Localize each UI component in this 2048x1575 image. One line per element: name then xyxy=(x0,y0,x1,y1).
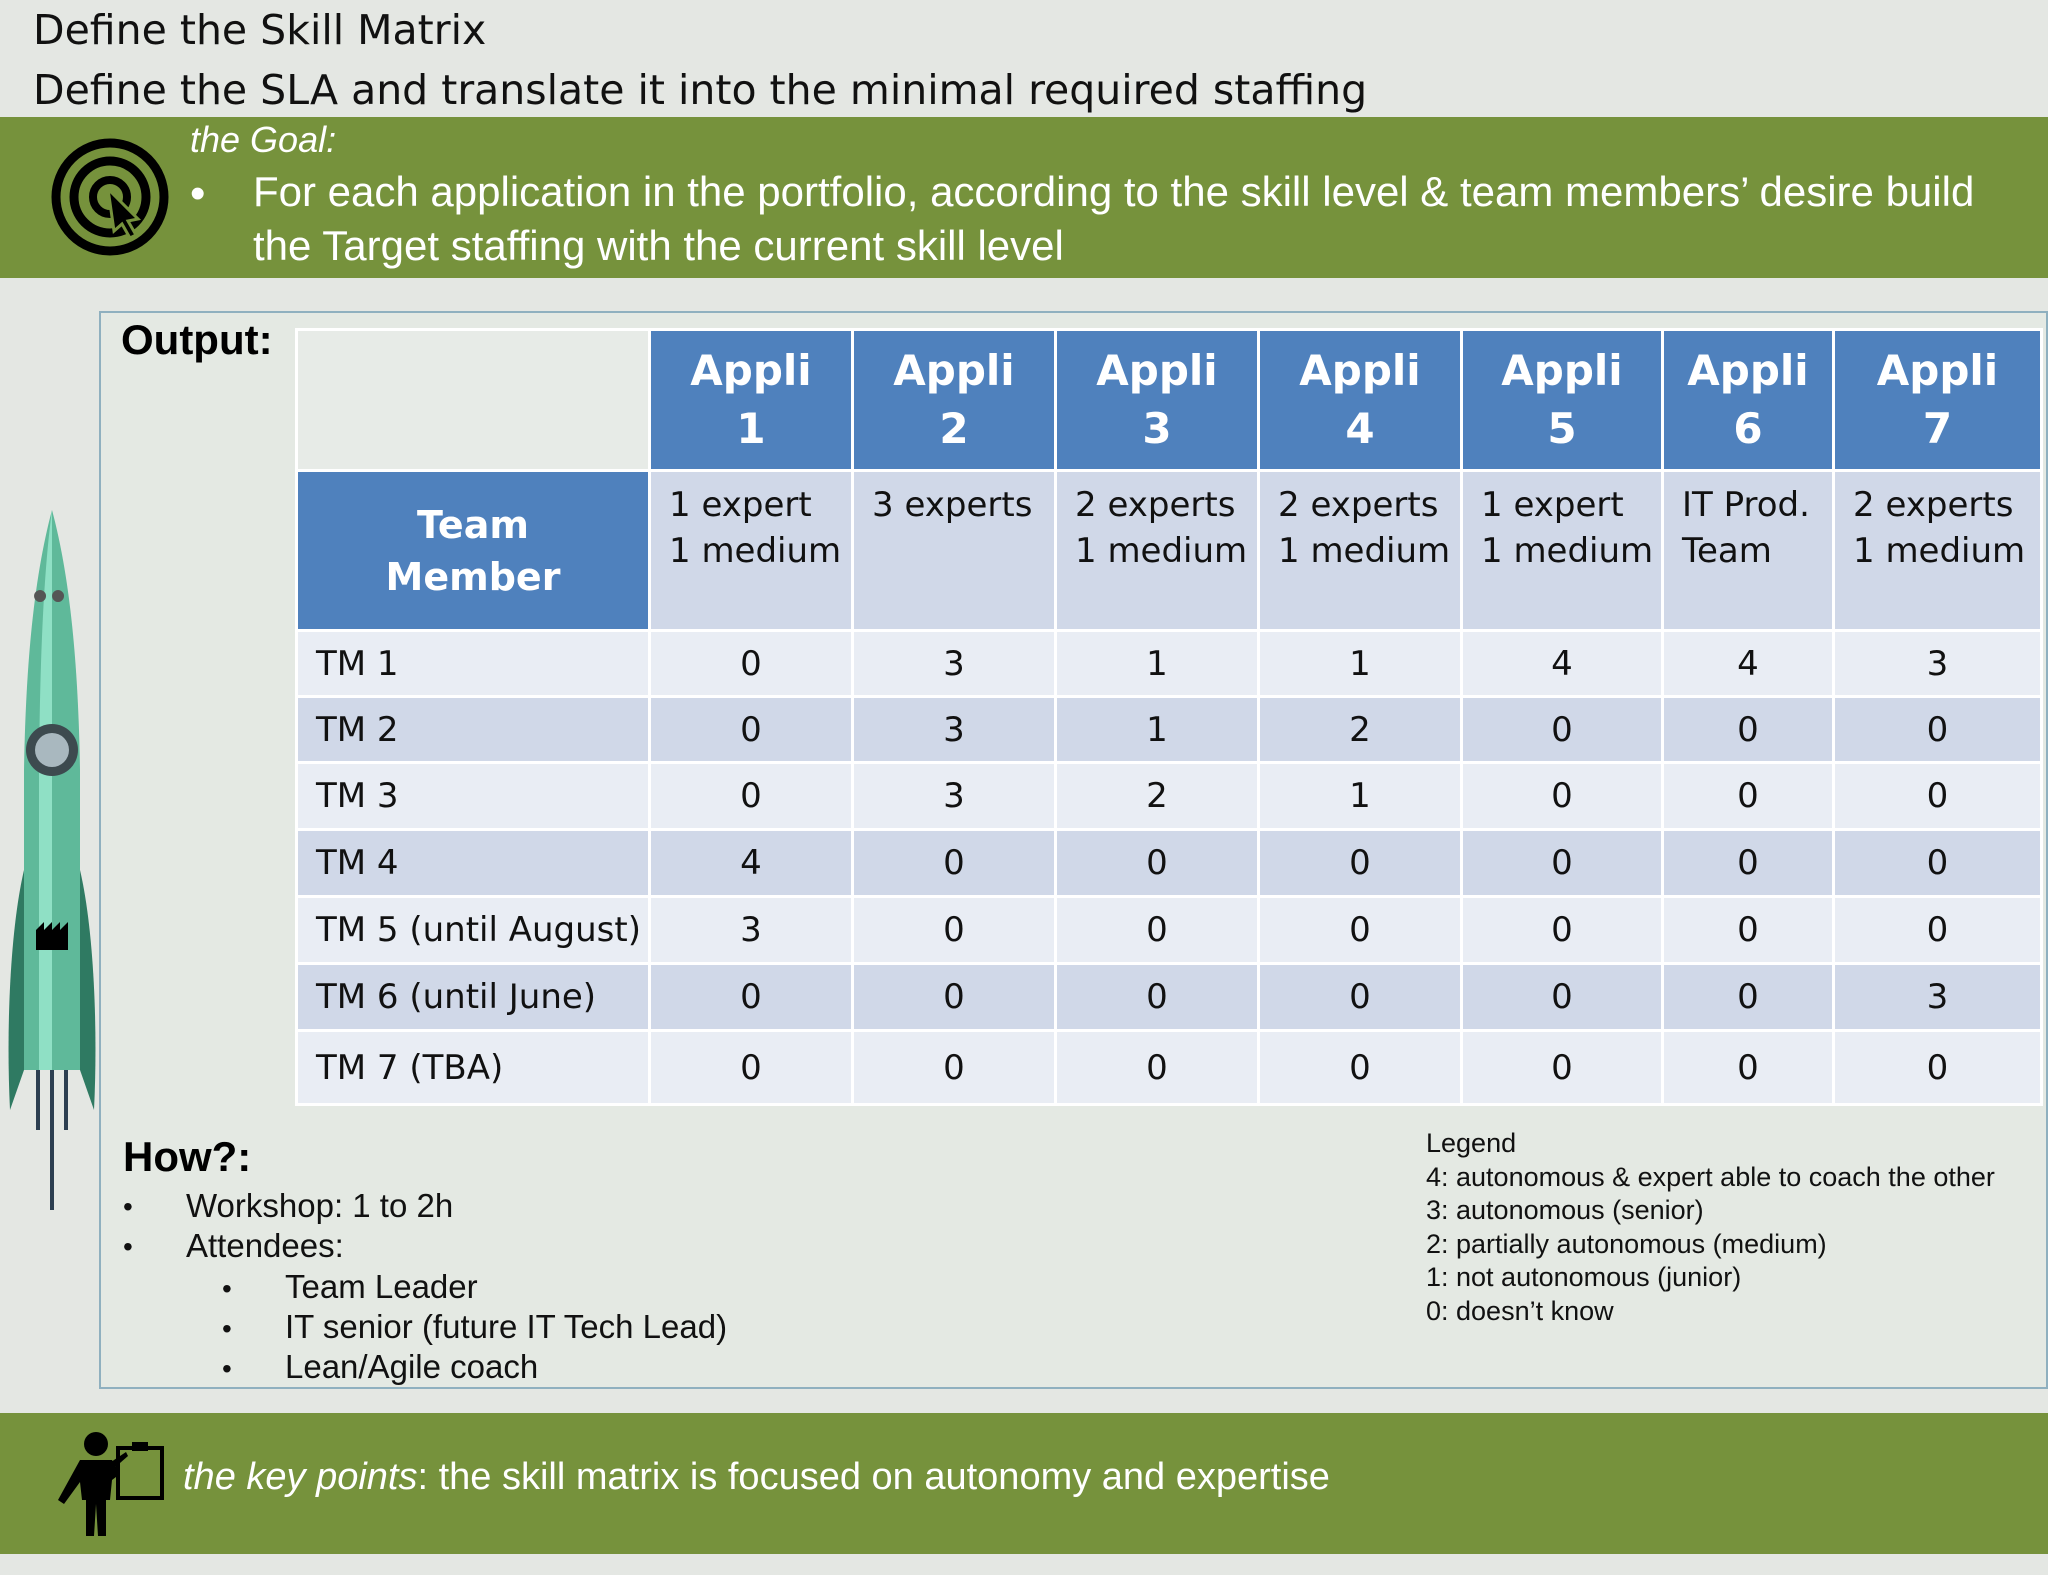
skill-value-cell: 3 xyxy=(853,631,1056,697)
requirement-cell: 1 expert 1 medium xyxy=(650,471,853,631)
legend-title: Legend xyxy=(1426,1128,1517,1158)
skill-value-cell: 0 xyxy=(1663,830,1834,897)
skill-value-cell: 0 xyxy=(650,631,853,697)
requirement-cell: 3 experts xyxy=(853,471,1056,631)
team-member-name: TM 4 xyxy=(297,830,650,897)
skill-value-cell: 3 xyxy=(853,697,1056,763)
table-row xyxy=(297,964,2042,1031)
how-bullet: • xyxy=(123,1231,133,1262)
legend xyxy=(1426,1127,1995,1328)
skill-value-cell: 0 xyxy=(1834,897,2042,964)
skill-value-cell: 0 xyxy=(1056,1031,1259,1105)
skill-value-cell: 0 xyxy=(1462,763,1663,830)
skill-value-cell: 0 xyxy=(1056,964,1259,1031)
skill-value-cell: 0 xyxy=(1259,897,1462,964)
slide-title: Define the Skill Matrix xyxy=(33,6,487,54)
skill-value-cell: 0 xyxy=(650,697,853,763)
goal-label: the Goal: xyxy=(190,119,337,160)
skill-value-cell: 0 xyxy=(853,964,1056,1031)
requirement-cell: IT Prod. Team xyxy=(1663,471,1834,631)
skill-value-cell: 1 xyxy=(1259,763,1462,830)
requirement-row xyxy=(297,471,2042,631)
team-member-name: TM 1 xyxy=(297,631,650,697)
skill-value-cell: 4 xyxy=(1663,631,1834,697)
skill-value-cell: 0 xyxy=(853,830,1056,897)
how-sub-item: Lean/Agile coach xyxy=(285,1348,539,1385)
table-row xyxy=(297,631,2042,697)
app-header-cell: Appli 4 xyxy=(1259,330,1462,471)
skill-value-cell: 0 xyxy=(1663,964,1834,1031)
skill-value-cell: 0 xyxy=(1462,830,1663,897)
how-sub-item: Team Leader xyxy=(285,1268,478,1305)
team-member-name: TM 7 (TBA) xyxy=(297,1031,650,1105)
skill-value-cell: 0 xyxy=(1259,1031,1462,1105)
matrix-body xyxy=(297,631,2042,1105)
target-cursor-icon xyxy=(50,137,170,257)
team-member-name: TM 6 (until June) xyxy=(297,964,650,1031)
skill-value-cell: 0 xyxy=(1259,964,1462,1031)
legend-entry: 4: autonomous & expert able to coach the other xyxy=(1426,1161,1995,1192)
skill-matrix-table xyxy=(295,328,2043,1106)
requirement-cell: 2 experts 1 medium xyxy=(1056,471,1259,631)
table-row xyxy=(297,697,2042,763)
skill-value-cell: 1 xyxy=(1056,631,1259,697)
skill-value-cell: 0 xyxy=(650,1031,853,1105)
legend-entry: 2: partially autonomous (medium) xyxy=(1426,1228,1827,1259)
table-row xyxy=(297,897,2042,964)
app-header-cell: Appli 2 xyxy=(853,330,1056,471)
skill-value-cell: 3 xyxy=(1834,631,2042,697)
goal-band xyxy=(0,117,2048,278)
key-points-colon: : xyxy=(417,1456,429,1498)
legend-entry: 0: doesn’t know xyxy=(1426,1295,1614,1326)
table-row xyxy=(297,1031,2042,1105)
team-member-header: Team Member xyxy=(297,471,650,631)
skill-value-cell: 3 xyxy=(1834,964,2042,1031)
skill-value-cell: 0 xyxy=(1056,897,1259,964)
application-header-row xyxy=(297,330,2042,471)
presenter-icon xyxy=(56,1430,168,1538)
goal-bullet: • xyxy=(190,169,206,218)
skill-value-cell: 2 xyxy=(1259,697,1462,763)
key-points-label: the key points xyxy=(183,1456,418,1498)
skill-value-cell: 0 xyxy=(1462,897,1663,964)
skill-value-cell: 0 xyxy=(1462,697,1663,763)
skill-value-cell: 0 xyxy=(1056,830,1259,897)
skill-value-cell: 0 xyxy=(1259,830,1462,897)
output-label: Output: xyxy=(121,316,273,363)
legend-entry: 1: not autonomous (junior) xyxy=(1426,1262,1742,1292)
team-member-name: TM 5 (until August) xyxy=(297,897,650,964)
how-item: Attendees: xyxy=(186,1227,344,1264)
how-item: Workshop: 1 to 2h xyxy=(186,1187,454,1224)
app-header-cell: Appli 3 xyxy=(1056,330,1259,471)
app-header-cell: Appli 6 xyxy=(1663,330,1834,471)
skill-value-cell: 0 xyxy=(853,1031,1056,1105)
skill-value-cell: 0 xyxy=(1462,964,1663,1031)
slide-subtitle: Define the SLA and translate it into the minimal required staffing xyxy=(33,66,1368,114)
skill-value-cell: 3 xyxy=(853,763,1056,830)
key-points-text xyxy=(183,1456,1330,1499)
table-row xyxy=(297,830,2042,897)
skill-value-cell: 0 xyxy=(650,763,853,830)
app-header-cell: Appli 7 xyxy=(1834,330,2042,471)
skill-value-cell: 0 xyxy=(1834,1031,2042,1105)
skill-value-cell: 0 xyxy=(853,897,1056,964)
skill-value-cell: 0 xyxy=(1834,830,2042,897)
skill-value-cell: 0 xyxy=(1834,697,2042,763)
skill-value-cell: 0 xyxy=(1663,1031,1834,1105)
skill-value-cell: 1 xyxy=(1259,631,1462,697)
how-sub-item: IT senior (future IT Tech Lead) xyxy=(285,1308,728,1345)
team-member-name: TM 2 xyxy=(297,697,650,763)
table-corner-cell xyxy=(297,330,650,471)
app-header-cell: Appli 1 xyxy=(650,330,853,471)
legend-entry: 3: autonomous (senior) xyxy=(1426,1195,1704,1225)
skill-value-cell: 2 xyxy=(1056,763,1259,830)
skill-value-cell: 3 xyxy=(650,897,853,964)
requirement-cell: 2 experts 1 medium xyxy=(1834,471,2042,631)
how-sub-bullet: • xyxy=(222,1273,232,1304)
rocket-icon xyxy=(6,510,98,1230)
goal-text: For each application in the portfolio, according to the skill level & team members’ desire build the Target staffing with the current skill level xyxy=(253,168,1975,269)
team-member-name: TM 3 xyxy=(297,763,650,830)
app-header-cell: Appli 5 xyxy=(1462,330,1663,471)
skill-value-cell: 0 xyxy=(1663,763,1834,830)
skill-value-cell: 1 xyxy=(1056,697,1259,763)
skill-value-cell: 4 xyxy=(650,830,853,897)
key-points-body: the skill matrix is focused on autonomy and expertise xyxy=(428,1456,1330,1498)
how-bullet: • xyxy=(123,1191,133,1222)
skill-value-cell: 0 xyxy=(1663,897,1834,964)
skill-value-cell: 0 xyxy=(650,964,853,1031)
how-sub-bullet: • xyxy=(222,1313,232,1344)
requirement-cell: 2 experts 1 medium xyxy=(1259,471,1462,631)
how-sub-bullet: • xyxy=(222,1353,232,1384)
skill-value-cell: 0 xyxy=(1663,697,1834,763)
skill-value-cell: 0 xyxy=(1462,1031,1663,1105)
how-title: How?: xyxy=(123,1133,252,1180)
table-row xyxy=(297,763,2042,830)
requirement-cell: 1 expert 1 medium xyxy=(1462,471,1663,631)
skill-value-cell: 0 xyxy=(1834,763,2042,830)
skill-value-cell: 4 xyxy=(1462,631,1663,697)
